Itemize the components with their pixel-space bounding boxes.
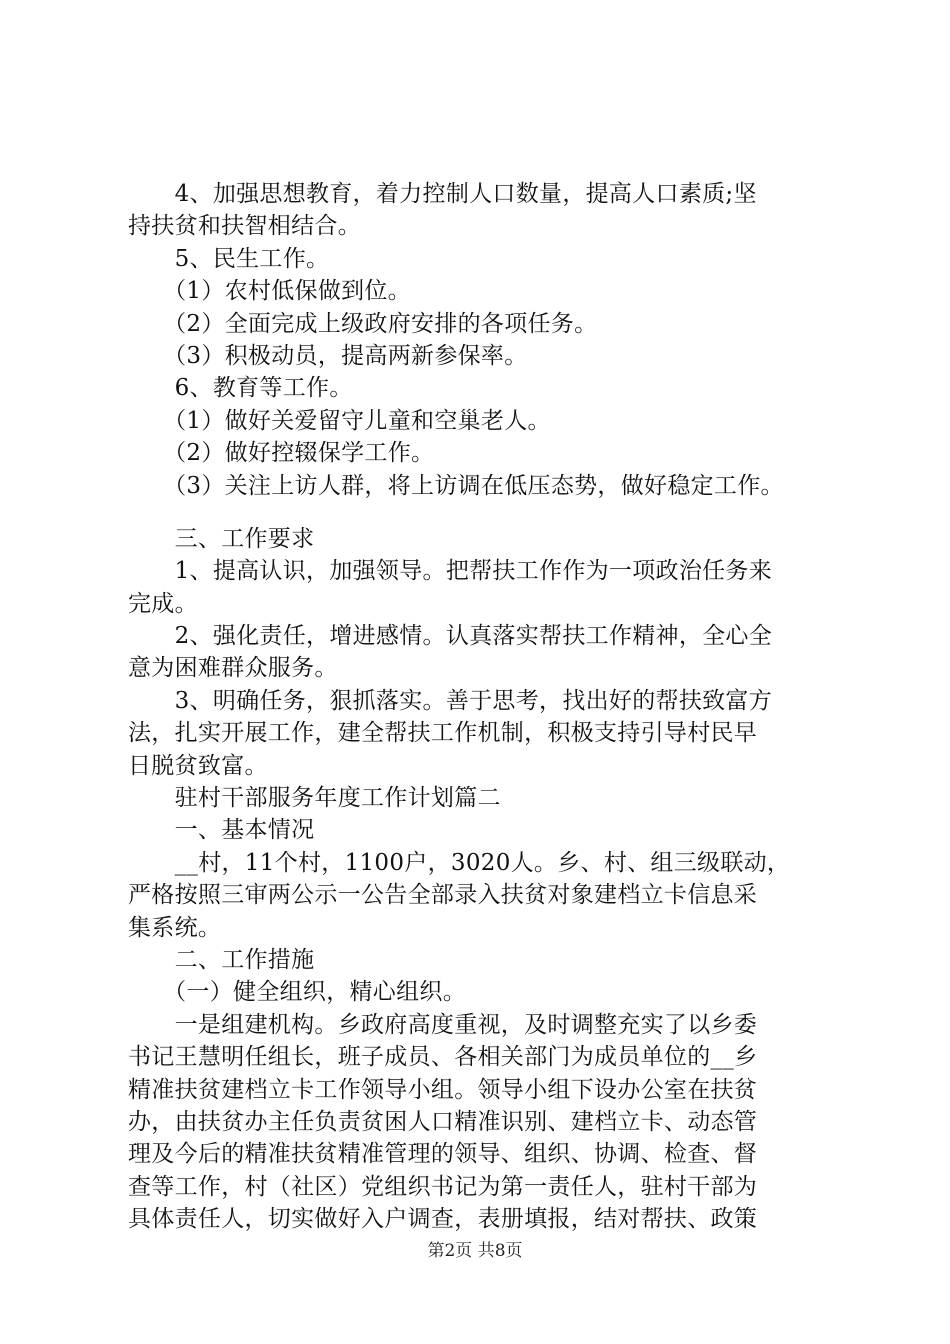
text-line: __村，11个村，1100户，3020人。乡、村、组三级联动，	[128, 849, 791, 876]
text-line: 办，由扶贫办主任负责贫困人口精准识别、建档立卡、动态管	[128, 1108, 758, 1135]
text-line: 3、明确任务，狠抓落实。善于思考，找出好的帮扶致富方	[128, 687, 773, 714]
text-line: 理及今后的精准扶贫精准管理的领导、组织、协调、检查、督	[128, 1141, 758, 1168]
text-line: （1）做好关爱留守儿童和空巢老人。	[128, 407, 551, 434]
text-line: 具体责任人，切实做好入户调查，表册填报，结对帮扶、政策	[128, 1206, 758, 1233]
text-line: 书记王慧明任组长，班子成员、各相关部门为成员单位的__乡	[128, 1044, 758, 1071]
section-heading: 一、基本情况	[128, 817, 315, 844]
section-heading: 三、工作要求	[128, 525, 315, 552]
text-line: 严格按照三审两公示一公告全部录入扶贫对象建档立卡信息采	[128, 882, 758, 909]
text-line: （2）全面完成上级政府安排的各项任务。	[128, 310, 598, 337]
text-line: （2）做好控辍保学工作。	[128, 440, 435, 467]
page-footer: 第2页 共8页	[427, 1241, 523, 1261]
paragraph-gap	[128, 502, 840, 523]
text-line: 意为困难群众服务。	[128, 655, 338, 682]
text-line: （3）关注上访人群，将上访调在低压态势，做好稳定工作。	[128, 472, 784, 499]
text-line: 1、提高认识，加强领导。把帮扶工作作为一项政治任务来	[128, 558, 773, 585]
text-line: 查等工作，村（社区）党组织书记为第一责任人，驻村干部为	[128, 1173, 758, 1200]
text-line: （一）健全组织，精心组织。	[128, 979, 466, 1006]
text-line: 6、教育等工作。	[128, 375, 353, 402]
text-line: （3）积极动员，提高两新参保率。	[128, 342, 528, 369]
text-line: 持扶贫和扶智相结合。	[128, 213, 361, 240]
document-subtitle: 驻村干部服务年度工作计划篇二	[128, 785, 501, 812]
text-line: 法，扎实开展工作，建全帮扶工作机制，积极支持引导村民早	[128, 720, 758, 747]
document-body	[128, 178, 840, 1236]
section-heading: 二、工作措施	[128, 946, 315, 973]
text-line: 一是组建机构。乡政府高度重视，及时调整充实了以乡委	[128, 1011, 758, 1038]
text-line: （1）农村低保做到位。	[128, 278, 412, 305]
text-line: 5、民生工作。	[128, 245, 330, 272]
text-line: 日脱贫致富。	[128, 752, 268, 779]
text-line: 集系统。	[128, 914, 222, 941]
text-line: 2、强化责任，增进感情。认真落实帮扶工作精神，全心全	[128, 623, 773, 650]
text-line: 精准扶贫建档立卡工作领导小组。领导小组下设办公室在扶贫	[128, 1076, 758, 1103]
text-line: 完成。	[128, 590, 198, 617]
text-line: 4、加强思想教育，着力控制人口数量，提高人口素质;坚	[128, 181, 757, 207]
